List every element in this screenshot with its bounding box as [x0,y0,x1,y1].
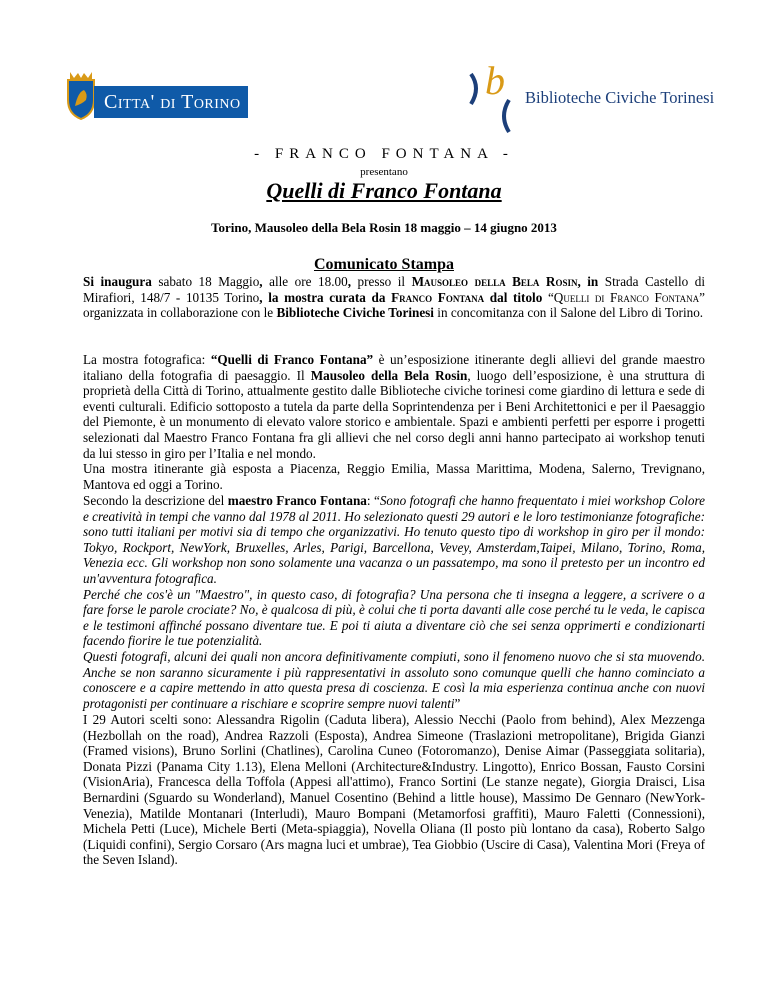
city-name-label: Citta' di Torino [94,86,248,118]
library-mark-icon [463,60,523,138]
authors-list: I 29 Autori scelti sono: Alessandra Rigolin (Caduta libera), Alessio Necchi (Paolo from behind), Alex Mezzenga (Hezbollah on the road), Andrea Razzoli (Esposta), Andrea Simeone (Traslazioni metropolitane), Brigida Gianzi (Framed visions), Bruno Sorlini (Chatlines), Carolina Cuneo (Fotoromanzo), Denise Aimar (Passeggiata solitaria), Donata Pizzi (Panama City 1.13), Elena Melloni (Architecture&Industry. Lingotto), Enrico Bossan, Fausto Corsini (VisionAria), Francesca della Toffola (Appesi all'attimo), Franco Sortini (Le stanze negate), Giorgia Draisci, Lisa Bernardini (Sguardo su Wonderland), Manuel Cosentino (Behind a little house), Massimo De Gennaro (NewYork-Venezia), Matilde Montanari (Interludi), Mauro Bompani (Metamorfosi graffiti), Mauro Faletti (Connessioni), Michela Petti (Luce), Michele Berti (Meta-spiaggia), Novella Oliana (Il posto più lontano da casa), Roberto Salgo (Liquidi confini), Sergio Corsaro (Ars magna luci et umbrae), Tea Giobbio (Uscire di Casa), Valentina Mori (Freya of the Seven Island). [83,712,705,868]
exhibition-description: La mostra fotografica: “Quelli di Franco Fontana” è un’esposizione itinerante degli allievi del grande maestro italiano della fotografia di paesaggio. Il Mausoleo della Bela Rosin, luogo dell’esposizione, è una struttura di proprietà della Città di Torino, attualmente gestito dalle Biblioteche civiche torinesi come giardino di lettura e sede di eventi culturali. Edificio sottoposto a tutela da parte della Soprintendenza per i Beni Architettonici e per il Paesaggio del Piemonte, è un monumento di elevato valore storico e ambientale. Spazi e ambienti perfetti per esporre i progetti selezionati dal Maestro Franco Fontana fra gli allievi che nel corso degli anni hanno partecipato ai workshop tenuti da lui stesso in giro per l’Italia e nel mondo. Una mostra itinerante già esposta a Piacenza, Reggio Emilia, Massa Marittima, Modena, Salerno, Trevignano, Mantova ed oggi a Torino. [83,352,705,492]
presenting-label: presentano [360,166,408,178]
venue-dates: Torino, Mausoleo della Bela Rosin 18 maggio – 14 giugno 2013 [211,220,557,235]
biblioteche-civiche-logo [463,60,723,138]
citta-di-torino-logo [62,70,248,120]
fontana-quote: Secondo la descrizione del maestro Franco Fontana: “Sono fotografi che hanno frequentato i miei workshop Colore e creatività in tempi che vanno dal 1978 al 2011. Ho selezionato questi 29 autori e le loro testimonianze fotografiche: sono tutti italiani per motivi sia di tempo che organizzativi. Ho tenuto questo tipo di workshop in giro per il mondo: Tokyo, Rockport, NewYork, Bruxelles, Arles, Parigi, Barcellona, Vevey, Amsterdam,Taipei, Milano, Torino, Roma, Venezia ecc. Gli workshop non sono solamente una vacanza o un passatempo, ma sono il pretesto per un incontro ed un'avventura fotografica. Perché che cos'è un "Maestro", in questo caso, di fotografia? Una persona che ti insegna a leggere, a scrivere o a fare forse le parole crociate? No, è qualcosa di più, è colui che ti porta davanti alle cose perché tu le veda, le capisca e le testimoni affinché possano diventare tue. E poi ti aiuta a diventare ciò che sei senza opprimerti e condizionarti facendo fiorire le tue potenzialità. Questi fotografi, alcuni dei quali non ancora definitivamente compiuti, sono il fenomeno nuovo che si sta muovendo. Anche se non saranno sicuramente i più rappresentativi in assoluto sono comunque quelli che hanno cominciato a conoscere e a capire mettendo in atto questa presa di coscienza. E così la mia esperienza continua anche con nuovi protagonisti per continuare a rischiare e scoprire sempre nuovi talenti” [83,493,705,711]
svg-text:b: b [485,60,505,103]
library-name-label: Biblioteche Civiche Torinesi [525,88,715,107]
organizer-line: - FRANCO FONTANA - [254,146,514,162]
press-release-heading: Comunicato Stampa [313,256,454,273]
exhibition-title: Quelli di Franco Fontana [266,178,502,203]
intro-paragraph: Si inaugura sabato 18 Maggio, alle ore 18.00, presso il Mausoleo della Bela Rosin, in Strada Castello di Mirafiori, 148/7 - 10135 Torino, la mostra curata da Franco Fontana dal titolo “Quelli di Franco Fontana” organizzata in collaborazione con le Biblioteche Civiche Torinesi in concomitanza con il Salone del Libro di Torino. [83,274,706,321]
